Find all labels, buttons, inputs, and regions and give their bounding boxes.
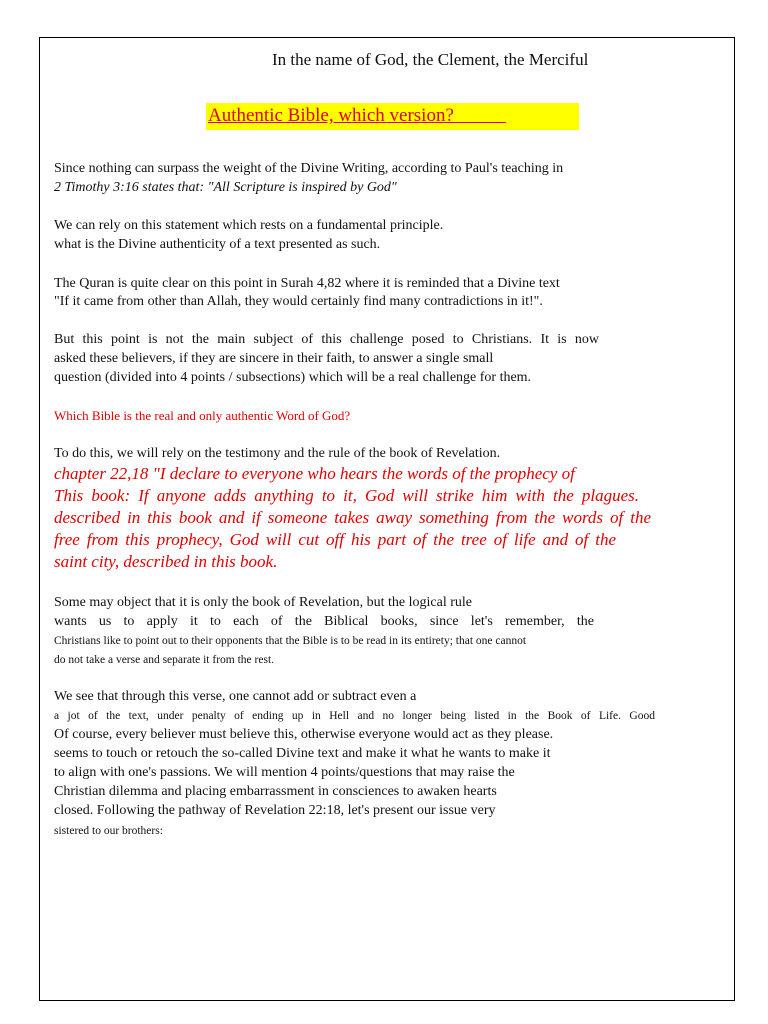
quote-line: free from this prophecy, God will cut off his part of the tree of life and of the — [54, 530, 616, 549]
paragraph-line: We see that through this verse, one cannot add or subtract even a — [54, 689, 417, 704]
question-line: Which Bible is the real and only authentic Word of God? — [54, 408, 351, 423]
paragraph-line: 2 Timothy 3:16 states that: "All Scripture is inspired by God" — [54, 180, 397, 195]
paragraph-line: asked these believers, if they are sincere in their faith, to answer a single small — [54, 351, 494, 366]
quote-line: chapter 22,18 "I declare to everyone who hears the words of the prophecy of — [54, 464, 575, 483]
paragraph-line: what is the Divine authenticity of a text presented as such. — [54, 237, 381, 252]
paragraph-line: a jot of the text, under penalty of ending up in Hell and no longer being listed in the Book of Life. Good — [54, 710, 655, 722]
paragraph-line: Some may object that it is only the book of Revelation, but the logical rule — [54, 595, 472, 610]
paragraph-line: seems to touch or retouch the so-called Divine text and make it what he wants to make it — [54, 746, 551, 761]
paragraph-line: Christians like to point out to their opponents that the Bible is to be read in its entirety; that one cannot — [54, 635, 527, 647]
paragraph-line: sistered to our brothers: — [54, 825, 163, 837]
paragraph-line: Since nothing can surpass the weight of the Divine Writing, according to Paul's teaching in — [54, 161, 564, 176]
paragraph-line: Christian dilemma and placing embarrassment in consciences to awaken hearts — [54, 784, 497, 799]
paragraph-line: do not take a verse and separate it from the rest. — [54, 654, 275, 666]
paragraph-line: closed. Following the pathway of Revelation 22:18, let's present our issue very — [54, 803, 496, 818]
title-highlight — [206, 103, 579, 130]
paragraph-line: Of course, every believer must believe this, otherwise everyone would act as they please. — [54, 727, 554, 742]
paragraph-line: To do this, we will rely on the testimony and the rule of the book of Revelation. — [54, 446, 501, 461]
document-page — [39, 37, 735, 1001]
paragraph-line: question (divided into 4 points / subsections) which will be a real challenge for them. — [54, 370, 532, 385]
document-title: Authentic Bible, which version? — [208, 105, 507, 126]
quote-line: This book: If anyone adds anything to it, God will strike him with the plagues. — [54, 486, 639, 505]
invocation-header: In the name of God, the Clement, the Merciful — [272, 50, 589, 69]
paragraph-line: The Quran is quite clear on this point in Surah 4,82 where it is reminded that a Divine text — [54, 276, 560, 291]
quote-line: saint city, described in this book. — [54, 552, 278, 571]
paragraph-line: "If it came from other than Allah, they would certainly find many contradictions in it!". — [54, 294, 543, 309]
paragraph-line: But this point is not the main subject of this challenge posed to Christians. It is now — [54, 332, 599, 347]
paragraph-line: to align with one's passions. We will mention 4 points/questions that may raise the — [54, 765, 515, 780]
paragraph-line: We can rely on this statement which rests on a fundamental principle. — [54, 218, 444, 233]
paragraph-line: wants us to apply it to each of the Biblical books, since let's remember, the — [54, 614, 594, 629]
quote-line: described in this book and if someone takes away something from the words of the — [54, 508, 651, 527]
